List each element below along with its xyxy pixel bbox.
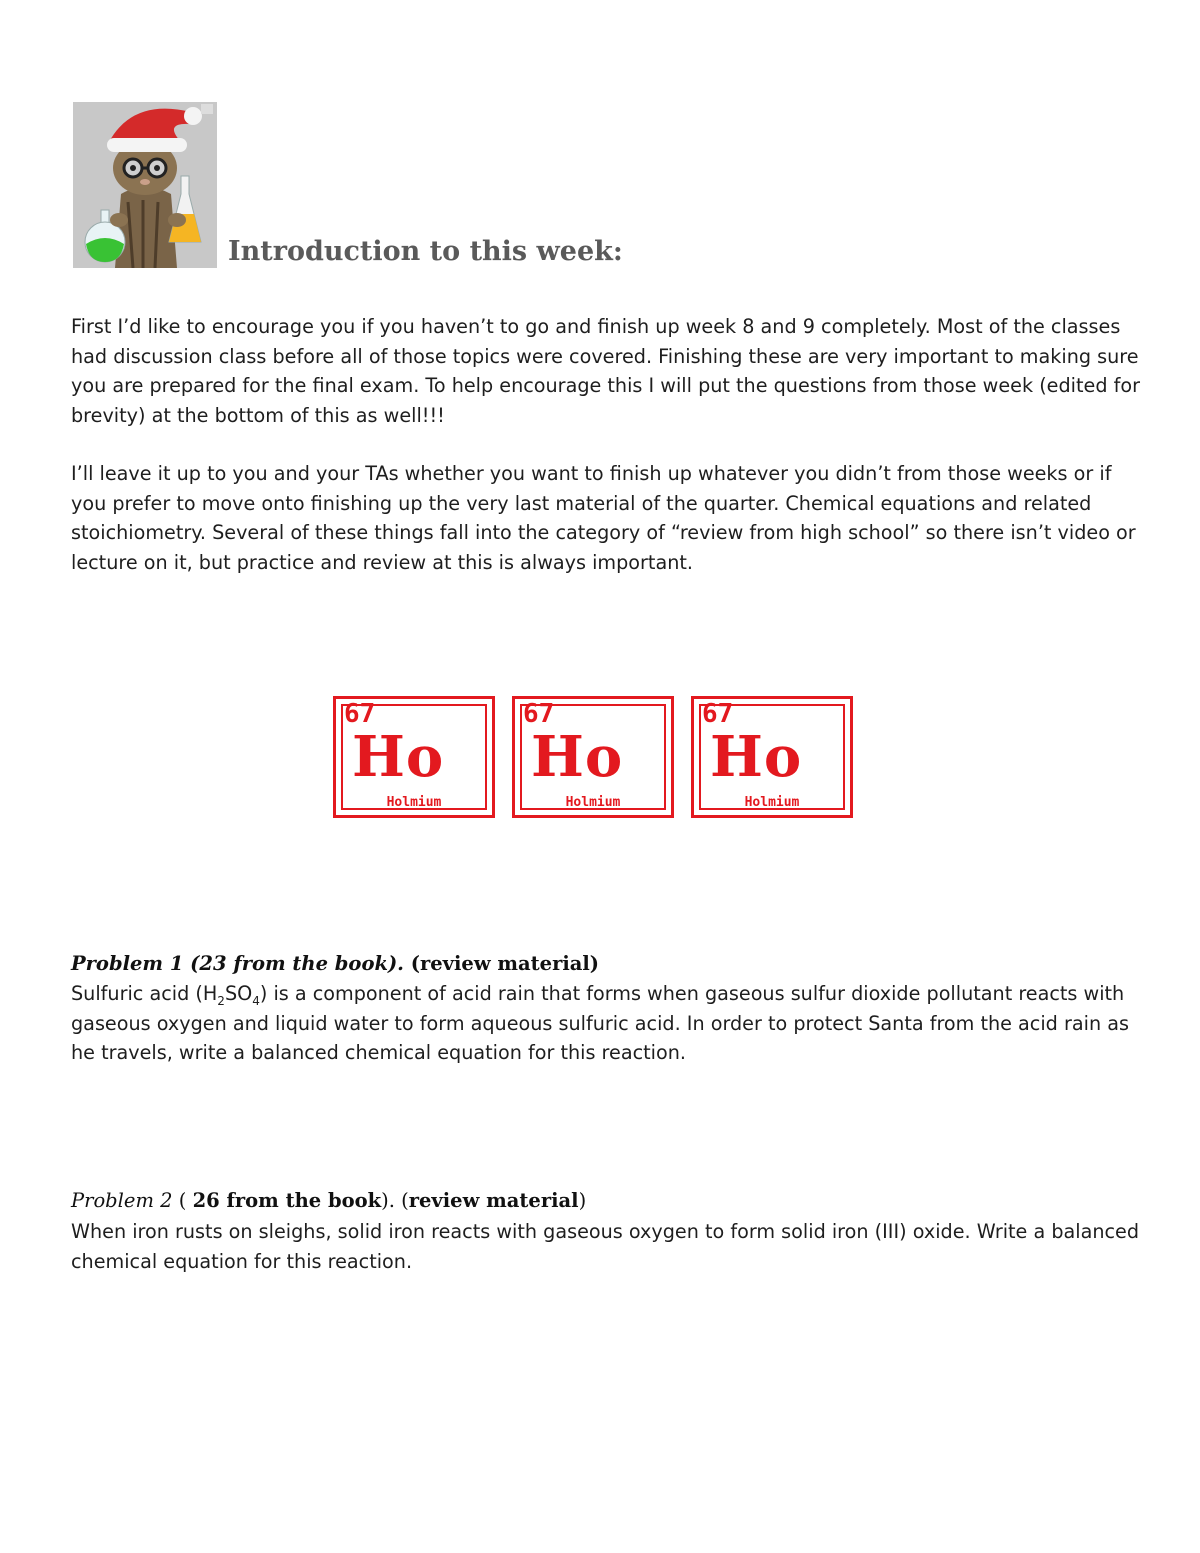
problem-1-heading	[71, 951, 599, 977]
problem-1-text-end: ) is a component of acid rain that forms when gaseous sulfur dioxide pollutant reacts with gaseous oxygen and liquid water to form aqueous sulfuric acid. In order to protect Santa from the acid rain as he travels, write a balanced chemical equation for this reaction.	[71, 982, 1129, 1064]
problem-2-heading	[71, 1188, 586, 1214]
problem-2-open: (	[172, 1189, 193, 1212]
element-name: Holmium	[744, 795, 800, 810]
formula-o-subscript: 4	[252, 993, 260, 1008]
element-symbol: Ho	[531, 724, 624, 790]
holmium-tiles-row	[333, 696, 853, 818]
problem-1-title: Problem 1	[71, 952, 184, 975]
holmium-tile	[333, 696, 495, 818]
problem-2-tag: review material	[408, 1189, 579, 1212]
holmium-tile	[512, 696, 674, 818]
problem-2-title: Problem 2	[71, 1189, 173, 1212]
intro-paragraph-2: I’ll leave it up to you and your TAs whether you want to finish up whatever you didn’t from those weeks or if you prefer to move onto finishing up the very last material of the quarter. Chemical equations and related stoichiometry. Several of these things fall into the category of “review from high school” so there isn’t video or lecture on it, but practice and review at this is always important.	[71, 462, 1136, 574]
atomic-number: 67	[344, 699, 376, 729]
intro-heading: Introduction to this week:	[228, 236, 623, 267]
formula-so: SO	[224, 982, 253, 1005]
problem-1-tag: (review material)	[410, 952, 600, 975]
element-name: Holmium	[386, 795, 442, 810]
problem-1-text-start: Sulfuric acid (	[71, 982, 203, 1005]
element-symbol: Ho	[710, 724, 803, 790]
atomic-number: 67	[523, 699, 555, 729]
element-symbol: Ho	[352, 724, 445, 790]
element-name: Holmium	[565, 795, 621, 810]
problem-1-text	[71, 979, 1146, 1068]
formula-h: H	[202, 982, 218, 1005]
problem-1-source: (23 from the book).	[183, 952, 411, 975]
problem-2-close: )	[578, 1189, 587, 1212]
problem-2-source: 26 from the book	[192, 1189, 382, 1212]
intro-paragraph-1: First I’d like to encourage you if you haven’t to go and finish up week 8 and 9 completely. Most of the classes had discussion class before all of those topics were covered. Finishing these are very important to making sure you are prepared for the final exam. To help encourage this I will put the questions from those week (edited for brevity) at the bottom of this as well!!!	[71, 315, 1140, 427]
problem-2-text: When iron rusts on sleighs, solid iron reacts with gaseous oxygen to form solid iron (III) oxide. Write a balanced chemical equation for this reaction.	[71, 1220, 1140, 1273]
holmium-tile	[691, 696, 853, 818]
cat-scientist-santa-image	[73, 102, 217, 268]
problem-2-mid: ). (	[381, 1189, 409, 1212]
atomic-number: 67	[702, 699, 734, 729]
formula-h-subscript: 2	[217, 993, 225, 1008]
sulfuric-acid-formula	[202, 982, 260, 1008]
